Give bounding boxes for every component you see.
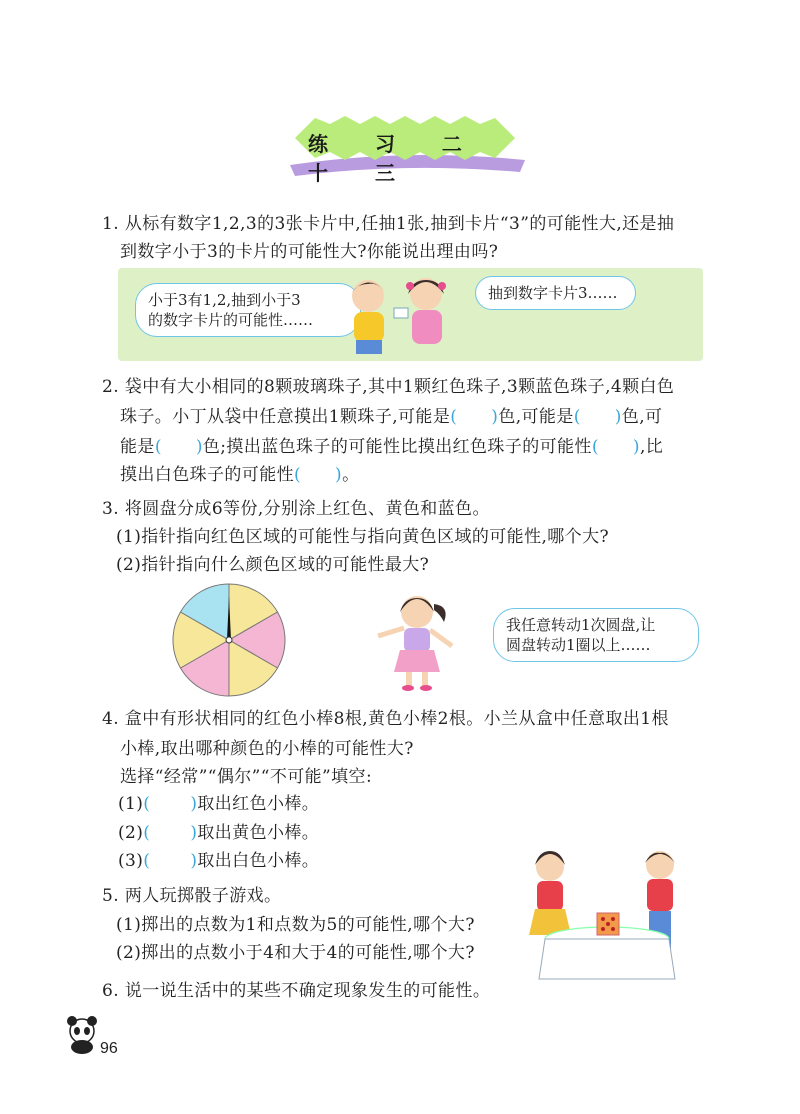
- q4-option2: [118, 822, 319, 844]
- panda-icon: [64, 1015, 100, 1055]
- q3-sub1: (1)指针指向红色区域的可能性与指向黄色区域的可能性,哪个大?: [116, 527, 609, 547]
- q2-line1: 2. 袋中有大小相同的8颗玻璃珠子,其中1颗红色珠子,3颗蓝色珠子,4颗白色: [102, 377, 675, 397]
- answer-blank-close: ): [491, 407, 499, 427]
- answer-blank-open: (: [591, 437, 599, 457]
- page-title: 练 习 二 十 三: [308, 132, 482, 185]
- answer-blank-open: (: [154, 437, 162, 457]
- answer-blank-open: (: [450, 407, 458, 427]
- speech-bubble-left: [135, 283, 361, 337]
- q2-line2: [120, 406, 662, 428]
- q2-text: 能是: [120, 437, 155, 457]
- girl-illustration: [372, 588, 462, 692]
- q4-line1: 4. 盒中有形状相同的红色小棒8根,黄色小棒2根。小兰从盒中任意取出1根: [102, 709, 669, 729]
- speech-bubble-spinner: [493, 608, 699, 662]
- bubble-left-line2: 的数字卡片的可能性……: [148, 311, 314, 329]
- q1-line2: 到数字小于3的卡片的可能性大?你能说出理由吗?: [120, 242, 499, 262]
- q2-text: 。: [342, 465, 360, 485]
- answer-blank-open: (: [294, 465, 302, 485]
- q2-text: 色,可: [621, 407, 663, 427]
- answer-blank-open: (: [143, 794, 151, 814]
- answer-blank-open: (: [573, 407, 581, 427]
- q2-text: ,比: [639, 437, 664, 457]
- option-text: 取出白色小棒。: [197, 851, 320, 871]
- bubble-spinner-line1: 我任意转动1次圆盘,让: [506, 616, 656, 634]
- q2-line4: [120, 464, 360, 486]
- q2-text: 色;摸出蓝色珠子的可能性比摸出红色珠子的可能性: [202, 437, 592, 457]
- option-number: (2): [118, 823, 144, 843]
- option-text: 取出红色小棒。: [197, 794, 320, 814]
- speech-bubble-right: 抽到数字卡片3……: [475, 276, 636, 310]
- q2-text: 色,可能是: [498, 407, 574, 427]
- answer-blank-close: ): [335, 465, 343, 485]
- answer-blank-close: ): [190, 823, 198, 843]
- option-text: 取出黄色小棒。: [197, 823, 320, 843]
- option-number: (3): [118, 851, 144, 871]
- answer-blank-close: ): [190, 794, 198, 814]
- q4-line3: 选择“经常”“偶尔”“不可能”填空:: [120, 767, 373, 787]
- q4-option3: [118, 850, 319, 872]
- answer-blank-open: (: [143, 823, 151, 843]
- option-number: (1): [118, 794, 144, 814]
- q2-text: 摸出白色珠子的可能性: [120, 465, 294, 485]
- dice-game-illustration: [515, 843, 690, 983]
- spinner-disc: [172, 583, 286, 697]
- answer-blank-open: (: [143, 851, 151, 871]
- q5-sub2: (2)掷出的点数小于4和大于4的可能性,哪个大?: [116, 943, 475, 963]
- q4-option1: [118, 793, 319, 815]
- q5-line1: 5. 两人玩掷骰子游戏。: [102, 886, 282, 906]
- q3-line1: 3. 将圆盘分成6等份,分别涂上红色、黄色和蓝色。: [102, 499, 490, 519]
- q4-line2: 小棒,取出哪种颜色的小棒的可能性大?: [120, 739, 414, 759]
- q6-line1: 6. 说一说生活中的某些不确定现象发生的可能性。: [102, 981, 491, 1001]
- page-number: 96: [100, 1040, 118, 1057]
- answer-blank-close: ): [632, 437, 640, 457]
- q2-line3: [120, 436, 663, 458]
- bubble-spinner-line2: 圆盘转动1圈以上……: [506, 636, 651, 654]
- q5-sub1: (1)掷出的点数为1和点数为5的可能性,哪个大?: [116, 915, 475, 935]
- q1-line1: 1. 从标有数字1,2,3的3张卡片中,任抽1张,抽到卡片“3”的可能性大,还是抽: [102, 214, 675, 234]
- q3-sub2: (2)指针指向什么颜色区域的可能性最大?: [116, 555, 430, 575]
- q2-text: 珠子。小丁从袋中任意摸出1颗珠子,可能是: [120, 407, 451, 427]
- answer-blank-close: ): [614, 407, 622, 427]
- children-card-illustration: [340, 272, 460, 356]
- bubble-left-line1: 小于3有1,2,抽到小于3: [148, 291, 301, 309]
- answer-blank-close: ): [190, 851, 198, 871]
- answer-blank-close: ): [195, 437, 203, 457]
